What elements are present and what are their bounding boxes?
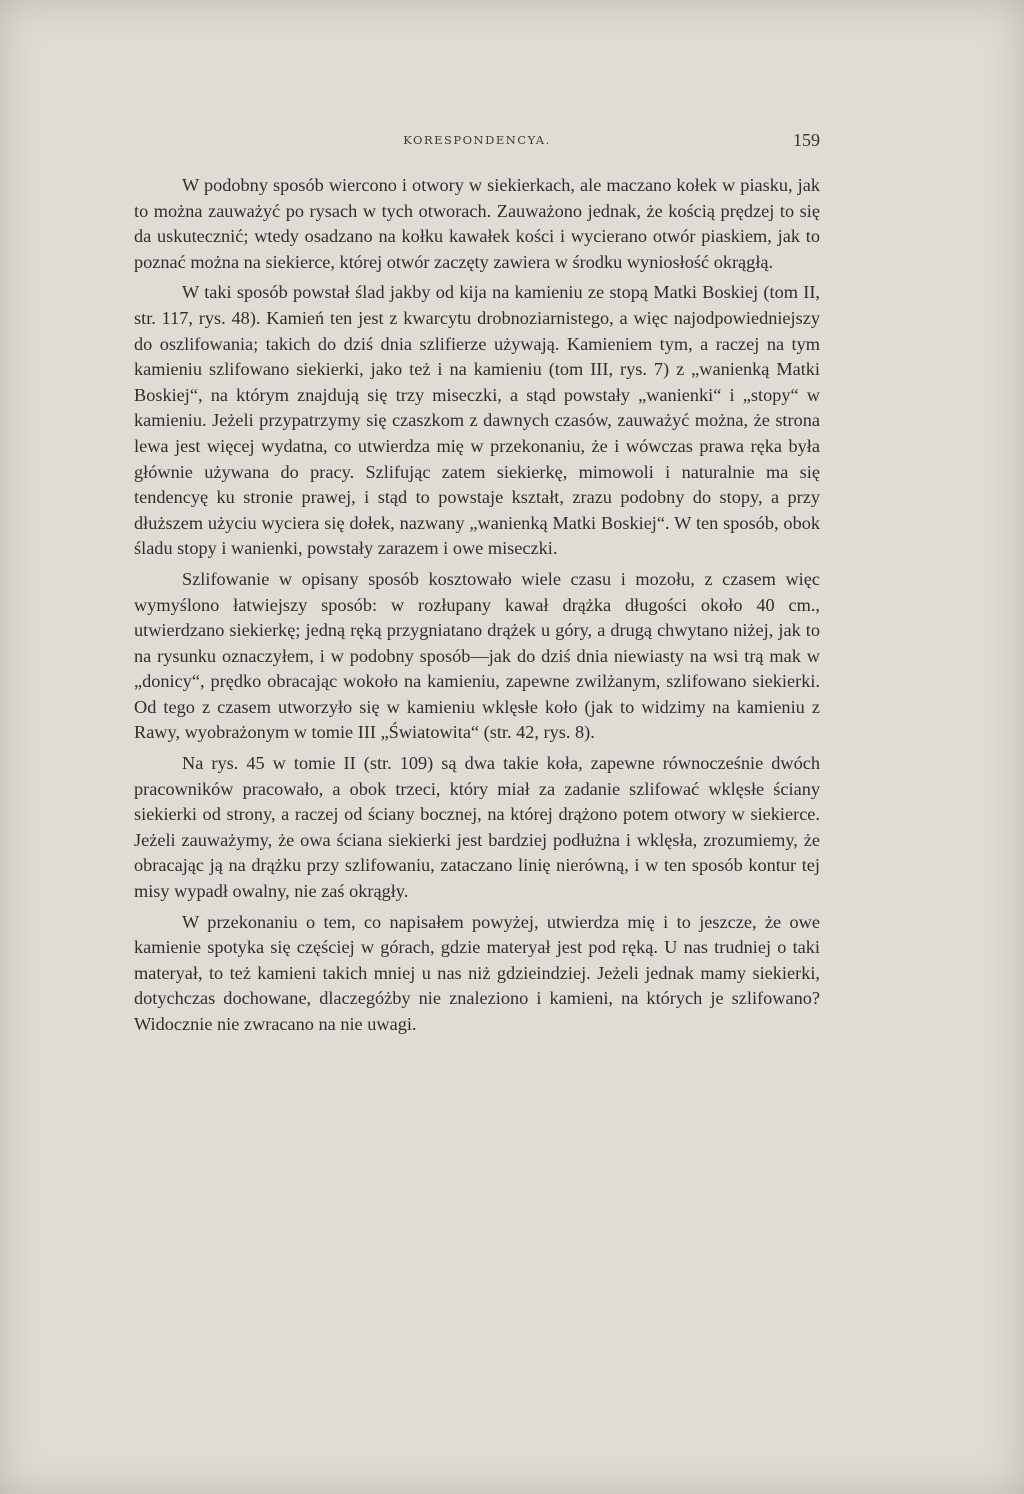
- body-text: [134, 173, 820, 1043]
- paragraph: W przekonaniu o tem, co napisałem powyżej, utwierdza mię i to jeszcze, że owe kamienie spotyka się częściej w górach, gdzie materyał jest pod ręką. U nas trudniej o taki materyał, to też kamieni takich mniej u nas niż gdzieindziej. Jeżeli jednak mamy siekierki, dotychczas dochowane, dlaczegóżby nie znaleziono i kamieni, na których je szlifowano? Widocznie nie zwracano na nie uwagi.: [134, 911, 820, 1034]
- paragraph: Szlifowanie w opisany sposób kosztowało wiele czasu i mozołu, z czasem więc wymyślono łatwiejszy sposób: w rozłupany kawał drążka długości około 40 cm., utwierdzano siekierkę; jedną ręką przygniatano drążek u góry, a drugą chwytano niżej, jak to na rysunku oznaczyłem, i w podobny sposób—jak do dziś dnia niewiasty na wsi trą mak w „donicy“, prędko obracając wokoło na kamieniu, zapewne zwilżanym, szlifowano siekierki. Od tego z czasem utworzyło się w kamieniu wklęsłe koło (jak to widzimy na kamieniu z Rawy, wyobrażonym w tomie III „Światowita“ (str. 42, rys. 8).: [134, 568, 820, 743]
- paragraph: W podobny sposób wiercono i otwory w siekierkach, ale maczano kołek w piasku, jak to można zauważyć po rysach w tych otworach. Zauważono jednak, że kością prędzej to się da uskutecznić; wtedy osadzano na kołku kawałek kości i wycierano otwór piaskiem, jak to poznać można na siekierce, której otwór zaczęty zawiera w środku wyniosłość okrągłą.: [134, 175, 820, 272]
- running-head: KORESPONDENCYA.: [403, 133, 551, 147]
- paragraph: Na rys. 45 w tomie II (str. 109) są dwa takie koła, zapewne równocześnie dwóch pracowników pracowało, a obok trzeci, który miał za zadanie szlifować wklęsłe ściany siekierki od strony, a raczej od ściany bocznej, na której drążono potem otwory w siekierce. Jeżeli zauważymy, że owa ściana siekierki jest bardziej podłużna i wklęsła, zrozumiemy, że obracając ją na drążku przy szlifowaniu, zataczano linię nierówną, i w ten sposób kontur tej misy wypadł owalny, nie zaś okrągły.: [134, 753, 820, 902]
- page-header: [134, 130, 820, 157]
- paragraph: W taki sposób powstał ślad jakby od kija na kamieniu ze stopą Matki Boskiej (tom II, str. 117, rys. 48). Kamień ten jest z kwarcytu drobnoziarnistego, a więc najodpowiedniejszy do oszlifowania; takich do dziś dnia szlifierze używają. Kamieniem tym, a raczej na tym kamieniu szlifowano siekierki, jako też i na kamieniu (tom III, rys. 7) z „wanienką Matki Boskiej“, na którym znajdują się trzy miseczki, a stąd powstały „wanienki“ i „stopy“ w kamieniu. Jeżeli przypatrzymy się czaszkom z dawnych czasów, zauważyć można, że strona lewa jest więcej wydatna, co utwierdza mię w przekonaniu, że i wówczas prawa ręka była głównie używana do pracy. Szlifując zatem siekierkę, mimowoli i naturalnie ma się tendencyę ku stronie prawej, i stąd to powstaje kształt, zrazu podobny do stopy, a przy dłuższem użyciu wyciera się dołek, nazwany „wanienką Matki Boskiej“. W ten sposób, obok śladu stopy i wanienki, powstały zarazem i owe miseczki.: [134, 282, 820, 559]
- page-number: 159: [793, 130, 820, 150]
